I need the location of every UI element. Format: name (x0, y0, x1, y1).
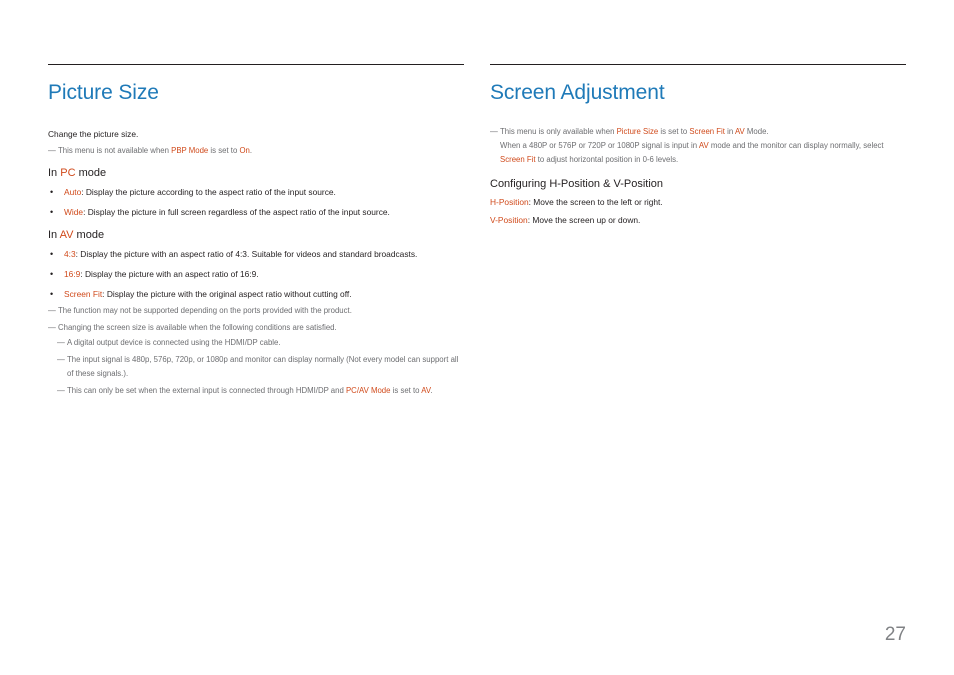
note-dash-icon: — (57, 355, 65, 364)
list-item: • Auto: Display the picture according to the aspect ratio of the input source. (50, 187, 336, 197)
bullet-icon: • (50, 289, 54, 299)
list-item: • Screen Fit: Display the picture with the original aspect ratio without cutting off. (50, 289, 352, 299)
note-dash-icon: — (48, 323, 56, 332)
note-dash-icon: — (48, 306, 56, 315)
condition-subnote: — This can only be set when the external input is connected through HDMI/DP and PC/AV Mode is set to AV. (48, 384, 464, 398)
screen-adjustment-note: — This menu is only available when Picture Size is set to Screen Fit in AV Mode. When a 480P or 576P or 720P or 1080P signal is input in AV mode and the monitor can display normally, select Screen Fit to adjust horizontal position in 0-6 levels. (490, 127, 884, 164)
list-item: H-Position: Move the screen to the left or right. (490, 197, 663, 207)
picture-size-section (48, 64, 464, 398)
list-item: • 16:9: Display the picture with an aspect ratio of 16:9. (50, 269, 259, 279)
pbp-note: — This menu is not available when PBP Mode is set to On. (48, 144, 464, 158)
pc-mode-heading: In PC mode (48, 167, 107, 179)
list-item: V-Position: Move the screen up or down. (490, 215, 641, 225)
position-subheading: Configuring H-Position & V-Position (490, 178, 664, 190)
note-dash-icon: — (48, 146, 56, 155)
bullet-icon: • (50, 249, 54, 259)
list-item: • Wide: Display the picture in full screen regardless of the aspect ratio of the input source. (50, 207, 390, 217)
av-mode-heading: In AV mode (48, 229, 105, 241)
list-item: • 4:3: Display the picture with an aspect ratio of 4:3. Suitable for videos and standard broadcasts. (50, 249, 418, 259)
condition-subnote: — A digital output device is connected using the HDMI/DP cable. (48, 336, 464, 350)
conditions-note: — Changing the screen size is available when the following conditions are satisfied. (48, 321, 464, 335)
ports-note: — The function may not be supported depending on the ports provided with the product. (48, 304, 464, 318)
note-dash-icon: — (57, 338, 65, 347)
picture-size-intro: Change the picture size. (48, 129, 139, 139)
section-rule (48, 64, 464, 65)
picture-size-title: Picture Size (48, 81, 159, 104)
section-rule (490, 64, 906, 65)
note-dash-icon: — (57, 386, 65, 395)
condition-subnote: — The input signal is 480p, 576p, 720p, or 1080p and monitor can display normally (Not every model can support all of these signals.). (57, 355, 459, 378)
bullet-icon: • (50, 269, 54, 279)
screen-adjustment-section (490, 64, 906, 227)
page-number: 27 (884, 624, 906, 645)
note-dash-icon: — (490, 127, 498, 136)
bullet-icon: • (50, 187, 54, 197)
bullet-icon: • (50, 207, 54, 217)
screen-adjustment-title: Screen Adjustment (490, 81, 665, 104)
